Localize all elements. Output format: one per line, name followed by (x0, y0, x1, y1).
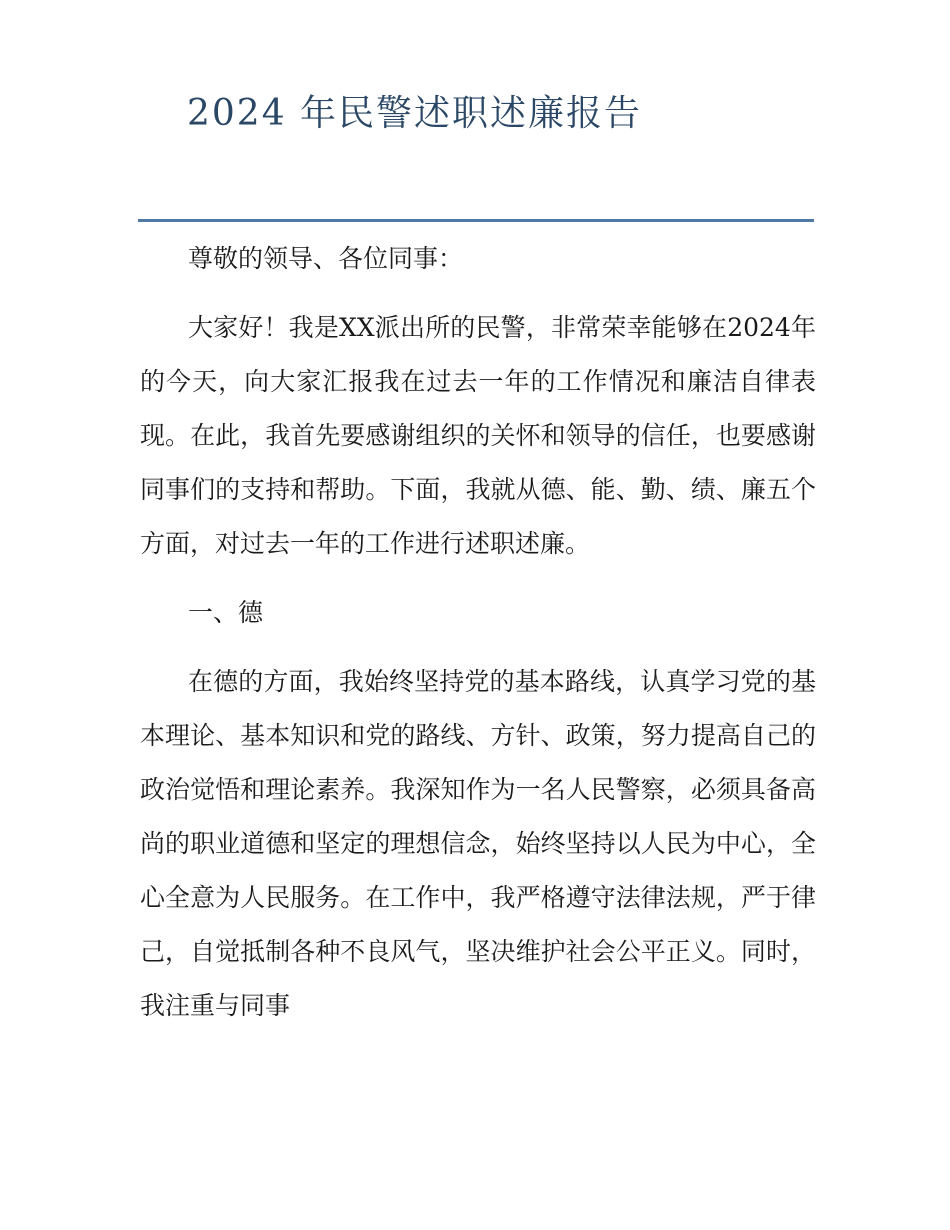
section-de-paragraph: 在德的方面，我始终坚持党的基本路线，认真学习党的基本理论、基本知识和党的路线、方针、政策，努力提高自己的政治觉悟和理论素养。我深知作为一名人民警察，必须具备高尚的职业道德和坚定的理想信念，始终坚持以人民为中心，全心全意为人民服务。在工作中，我严格遵守法律法规，严于律己，自觉抵制各种不良风气，坚决维护社会公平正义。同时，我注重与同事 (140, 667, 816, 1020)
document-title: 2024 年民警述职述廉报告 (187, 93, 643, 134)
title-divider (138, 219, 814, 222)
document-body (140, 232, 816, 1048)
intro-paragraph: 大家好！我是XX派出所的民警，非常荣幸能够在2024年的今天，向大家汇报我在过去一年的工作情况和廉洁自律表现。在此，我首先要感谢组织的关怀和领导的信任，也要感谢同事们的支持和帮助。下面，我就从德、能、勤、绩、廉五个方面，对过去一年的工作进行述职述廉。 (140, 313, 816, 558)
salutation-paragraph: 尊敬的领导、各位同事： (188, 244, 464, 273)
section-heading-de: 一、德 (188, 598, 264, 627)
